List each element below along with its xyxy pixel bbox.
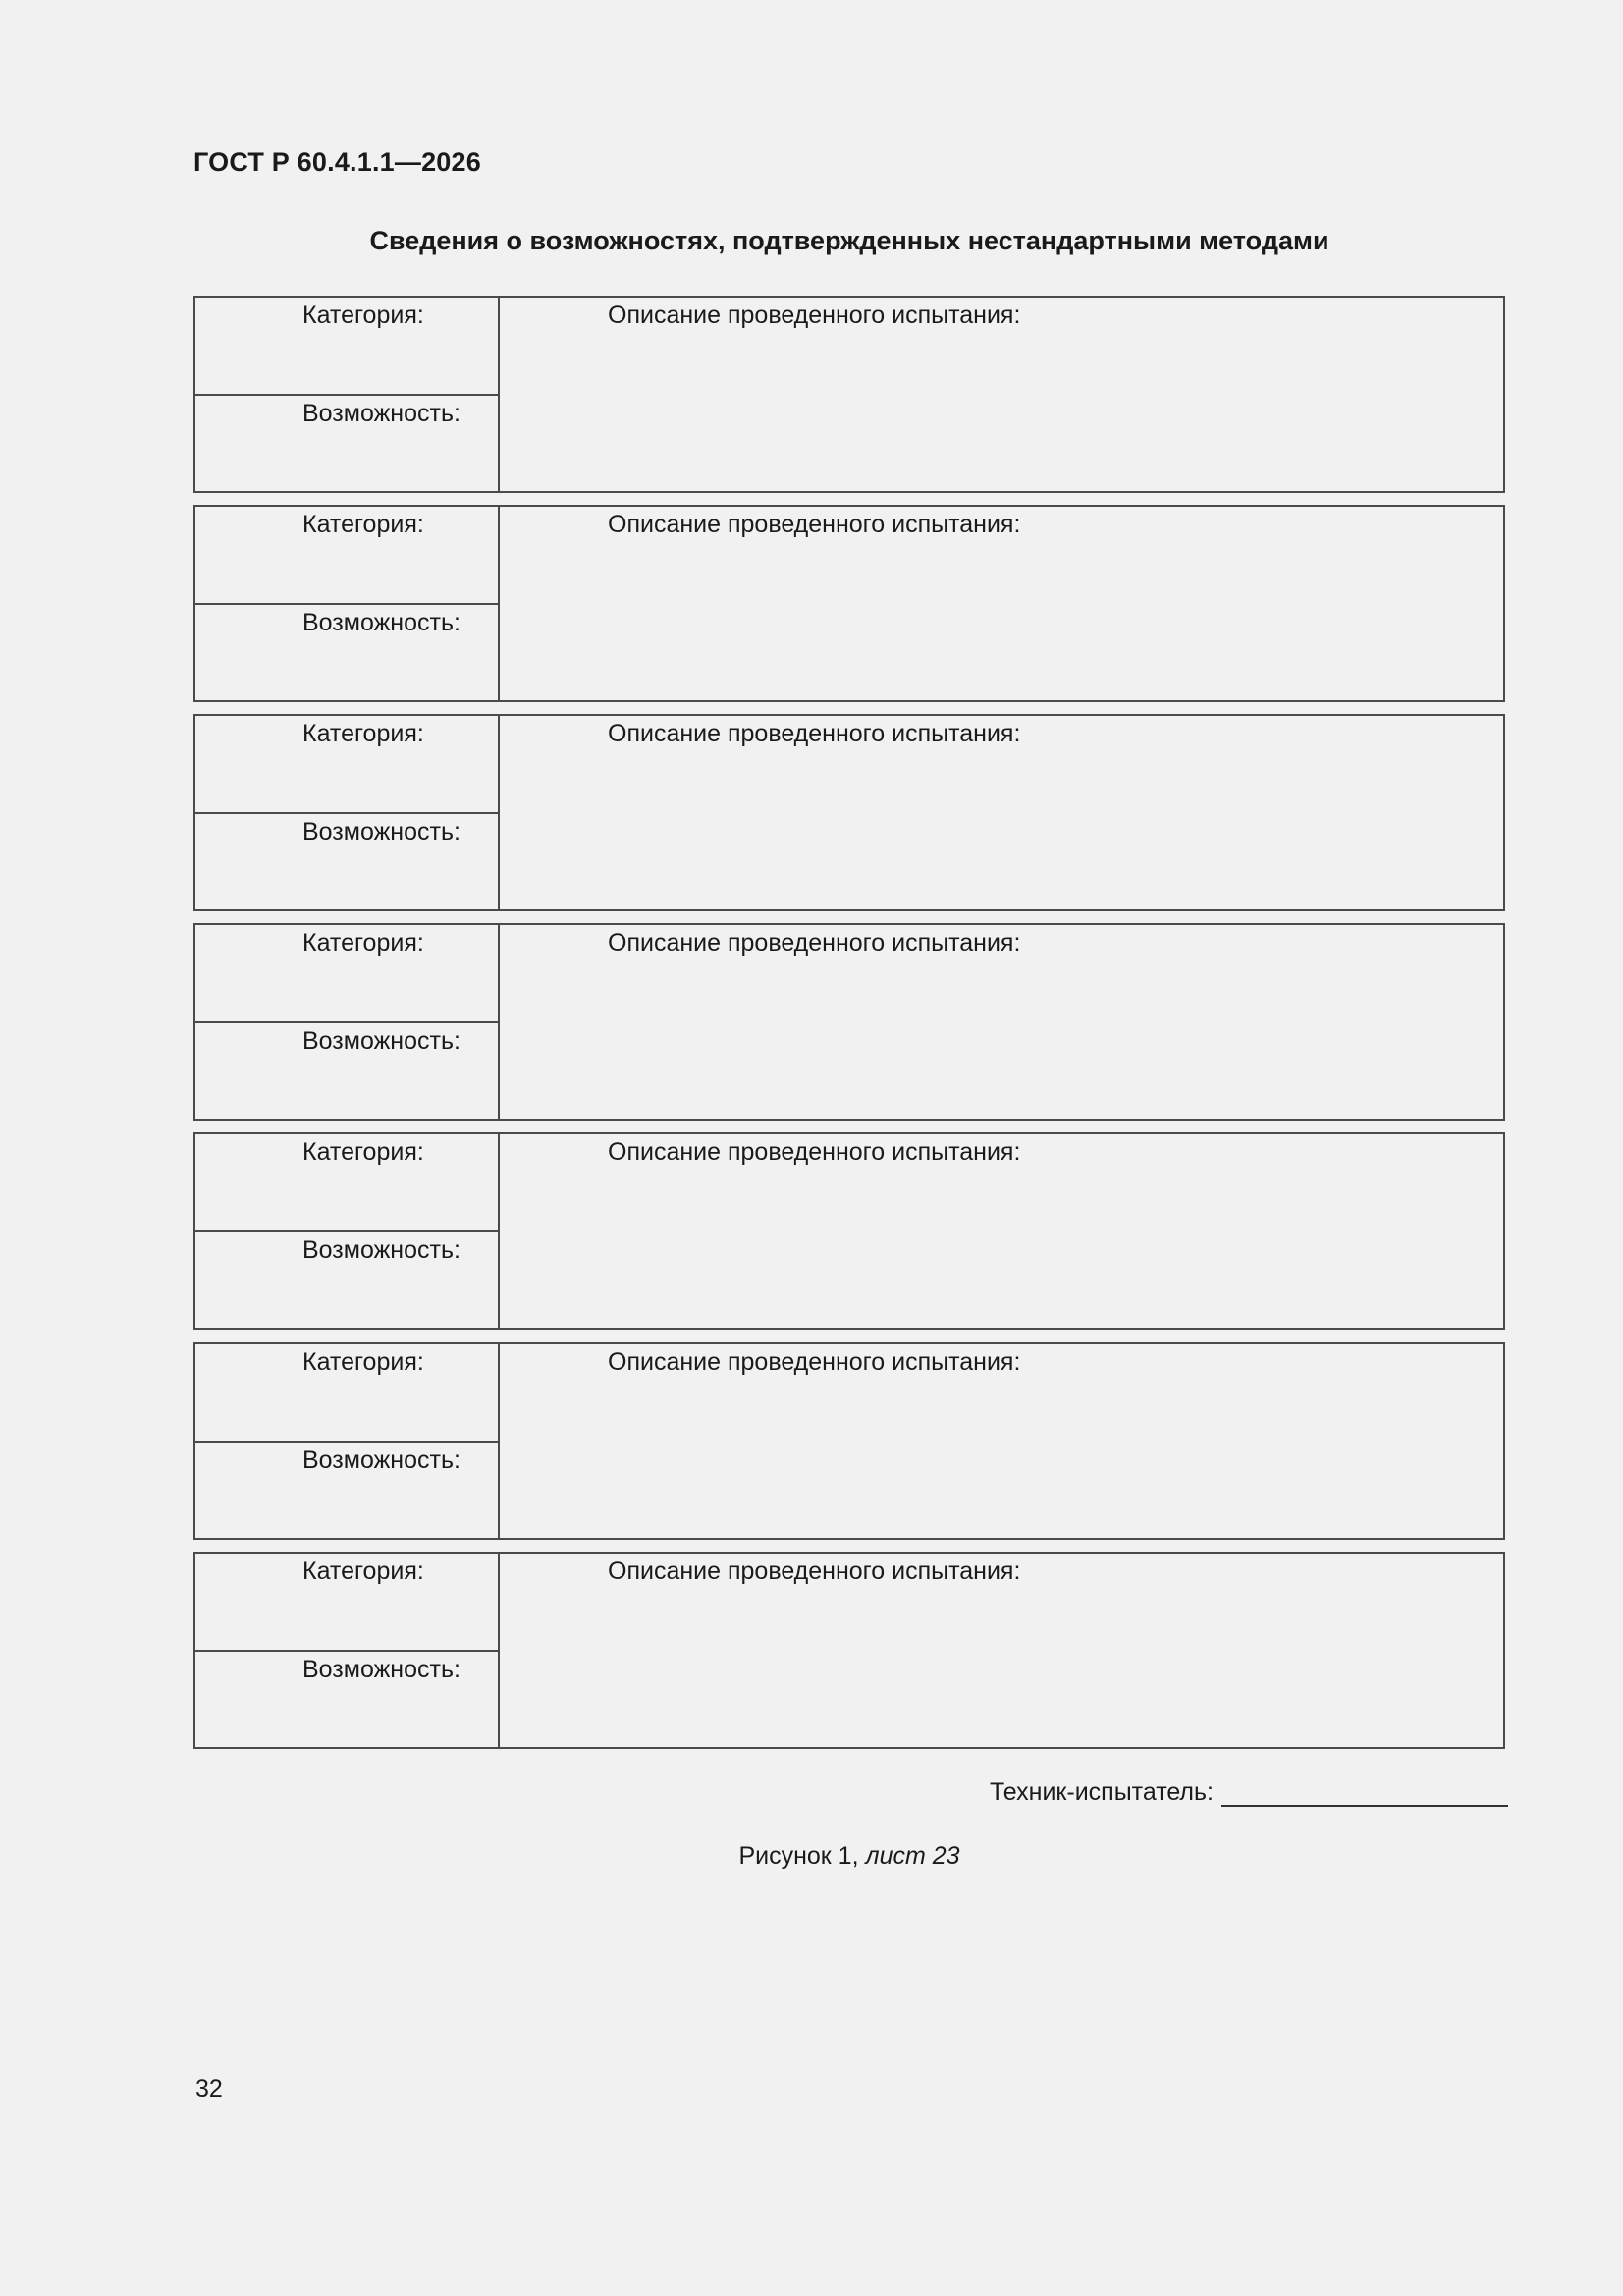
category-cell[interactable]	[195, 1134, 498, 1232]
capability-cell[interactable]	[195, 1232, 498, 1328]
category-cell[interactable]	[195, 507, 498, 605]
description-label: Описание проведенного испытания:	[608, 720, 1021, 747]
description-cell[interactable]	[500, 1554, 1503, 1747]
category-label: Категория:	[302, 511, 424, 538]
label-column	[195, 507, 500, 700]
capability-record-block	[193, 296, 1505, 493]
description-cell[interactable]	[500, 716, 1503, 909]
label-column	[195, 925, 500, 1119]
description-label: Описание проведенного испытания:	[608, 1138, 1021, 1166]
capability-record-block	[193, 714, 1505, 911]
category-label: Категория:	[302, 1348, 424, 1376]
description-label: Описание проведенного испытания:	[608, 929, 1021, 957]
capability-label: Возможность:	[302, 609, 460, 636]
signature-line[interactable]	[1221, 1779, 1508, 1807]
category-cell[interactable]	[195, 716, 498, 814]
description-cell[interactable]	[500, 298, 1503, 491]
category-label: Категория:	[302, 720, 424, 747]
figure-caption-prefix: Рисунок 1,	[738, 1842, 866, 1870]
figure-caption	[193, 1842, 1505, 1871]
technician-signature-label: Техник-испытатель:	[989, 1778, 1214, 1806]
description-label: Описание проведенного испытания:	[608, 301, 1021, 329]
capability-record-block	[193, 1552, 1505, 1749]
category-label: Категория:	[302, 301, 424, 329]
description-cell[interactable]	[500, 1134, 1503, 1328]
technician-signature	[990, 1778, 1508, 1807]
capability-record-block	[193, 505, 1505, 702]
capability-record-block	[193, 1342, 1505, 1540]
capability-label: Возможность:	[302, 1027, 460, 1055]
category-cell[interactable]	[195, 1554, 498, 1652]
description-label: Описание проведенного испытания:	[608, 511, 1021, 538]
description-cell[interactable]	[500, 1344, 1503, 1538]
section-title: Сведения о возможностях, подтвержденных нестандартными методами	[369, 226, 1329, 255]
label-column	[195, 1134, 500, 1328]
label-column	[195, 716, 500, 909]
label-column	[195, 1344, 500, 1538]
category-cell[interactable]	[195, 925, 498, 1023]
capability-cell[interactable]	[195, 605, 498, 700]
description-cell[interactable]	[500, 507, 1503, 700]
document-code: ГОСТ Р 60.4.1.1—2026	[193, 147, 481, 177]
description-label: Описание проведенного испытания:	[608, 1558, 1021, 1585]
capability-cell[interactable]	[195, 1023, 498, 1119]
label-column	[195, 1554, 500, 1747]
category-label: Категория:	[302, 929, 424, 957]
capability-label: Возможность:	[302, 400, 460, 427]
capability-record-block	[193, 923, 1505, 1121]
category-cell[interactable]	[195, 298, 498, 396]
capability-label: Возможность:	[302, 1236, 460, 1264]
capability-cell[interactable]	[195, 1443, 498, 1538]
capability-label: Возможность:	[302, 818, 460, 846]
figure-caption-sheet: лист 23	[865, 1842, 960, 1870]
label-column	[195, 298, 500, 491]
category-cell[interactable]	[195, 1344, 498, 1443]
capability-cell[interactable]	[195, 814, 498, 909]
capability-record-block	[193, 1132, 1505, 1330]
capability-label: Возможность:	[302, 1447, 460, 1474]
page-number: 32	[195, 2075, 223, 2103]
description-label: Описание проведенного испытания:	[608, 1348, 1021, 1376]
description-cell[interactable]	[500, 925, 1503, 1119]
capability-label: Возможность:	[302, 1656, 460, 1683]
category-label: Категория:	[302, 1138, 424, 1166]
category-label: Категория:	[302, 1558, 424, 1585]
capability-cell[interactable]	[195, 1652, 498, 1747]
capability-cell[interactable]	[195, 396, 498, 491]
